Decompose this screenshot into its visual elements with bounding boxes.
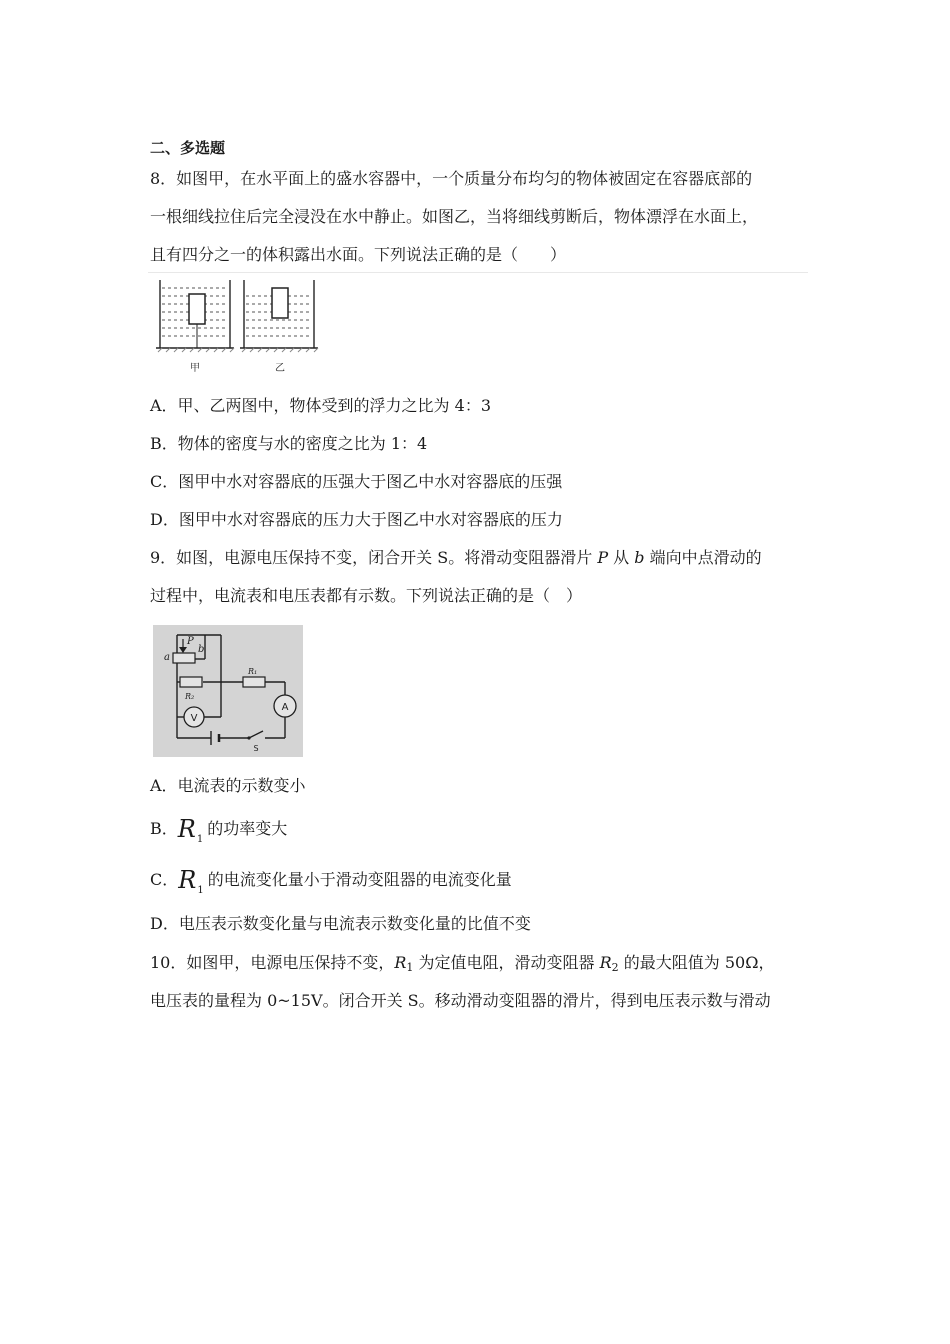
q10-stem-line-2: 电压表的量程为 0~15V。闭合开关 S。移动滑动变阻器的滑片，得到电压表示数与滑动: [150, 991, 771, 1010]
q9-var-b: b: [634, 548, 645, 567]
label-b: b: [198, 644, 205, 655]
container-yi: [240, 280, 318, 352]
q8-stem-line-3: 且有四分之一的体积露出水面。下列说法正确的是（ ）: [150, 245, 567, 264]
q10-r2-symbol: R: [599, 953, 612, 972]
label-a: a: [164, 652, 170, 663]
q8-stem-line-1: 8．如图甲，在水平面上的盛水容器中，一个质量分布均匀的物体被固定在容器底部的: [150, 169, 753, 188]
resistor-r1-symbol: [243, 677, 265, 687]
q9-stem-line-2: 过程中，电流表和电压表都有示数。下列说法正确的是（ ）: [150, 586, 583, 605]
q10-r1-subscript: 1: [406, 961, 414, 974]
rheostat-symbol: [173, 653, 195, 663]
q9-option-c-symbol: R: [178, 866, 197, 894]
q9-option-b-symbol: R: [177, 815, 196, 843]
q8-container-figure: [152, 276, 324, 376]
q9-var-p: P: [597, 548, 609, 567]
q9-stem-part-1: 9．如图，电源电压保持不变，闭合开关 S。将滑动变阻器滑片: [150, 548, 598, 567]
q10-stem-part-2: 为定值电阻，滑动变阻器: [413, 953, 600, 972]
q9-stem-part-3: 端向中点滑动的: [644, 548, 762, 567]
q8-option-d: D．图甲中水对容器底的压力大于图乙中水对容器底的压力: [150, 510, 563, 529]
q10-stem-part-1: 10．如图甲，电源电压保持不变，: [150, 953, 395, 972]
q8-stem-line-2: 一根细线拉住后完全浸没在水中静止。如图乙，当将细线剪断后，物体漂浮在水面上，: [150, 207, 759, 226]
figure-label-yi: 乙: [275, 363, 285, 374]
divider-rule: [148, 272, 808, 273]
label-p: P: [187, 636, 194, 647]
figure-label-jia: 甲: [190, 363, 200, 374]
switch-pivot: [247, 736, 250, 739]
q8-option-a: A．甲、乙两图中，物体受到的浮力之比为 4：3: [150, 396, 492, 415]
section-title: 二、多选题: [150, 139, 226, 157]
q9-option-a: A．电流表的示数变小: [150, 776, 306, 795]
q8-option-b: B．物体的密度与水的密度之比为 1：4: [150, 434, 428, 453]
container-jia: [156, 280, 234, 352]
q9-circuit-figure: [153, 625, 303, 757]
q9-option-c-text: 的电流变化量小于滑动变阻器的电流变化量: [207, 870, 512, 889]
q9-option-c-subscript: 1: [197, 885, 204, 896]
label-r2: R₂: [185, 692, 195, 701]
q8-option-c: C．图甲中水对容器底的压强大于图乙中水对容器底的压强: [150, 472, 563, 491]
q9-option-b-prefix: B．: [150, 819, 178, 838]
resistor-r2-symbol: [180, 677, 202, 687]
q9-option-b-subscript: 1: [196, 834, 204, 845]
q9-option-c-prefix: C．: [150, 870, 179, 889]
label-s: S: [253, 744, 259, 753]
q9-stem-part-2: 从: [608, 548, 635, 567]
label-r1: R₁: [248, 667, 258, 676]
q10-r2-subscript: 2: [611, 961, 619, 974]
label-ammeter: A: [281, 702, 289, 713]
q9-option-c: [150, 866, 512, 902]
q9-option-d: D．电压表示数变化量与电流表示数变化量的比值不变: [150, 914, 531, 933]
q9-option-b-text: 的功率变大: [207, 819, 288, 838]
circuit-photo-background: [153, 625, 303, 757]
q9-option-b: [150, 815, 288, 851]
q10-stem-line-1: [150, 952, 774, 979]
q9-stem-line-1: [150, 547, 762, 569]
q10-r1-symbol: R: [394, 953, 407, 972]
q10-stem-part-3: 的最大阻值为 50Ω，: [618, 953, 775, 972]
label-v: V: [190, 713, 198, 724]
